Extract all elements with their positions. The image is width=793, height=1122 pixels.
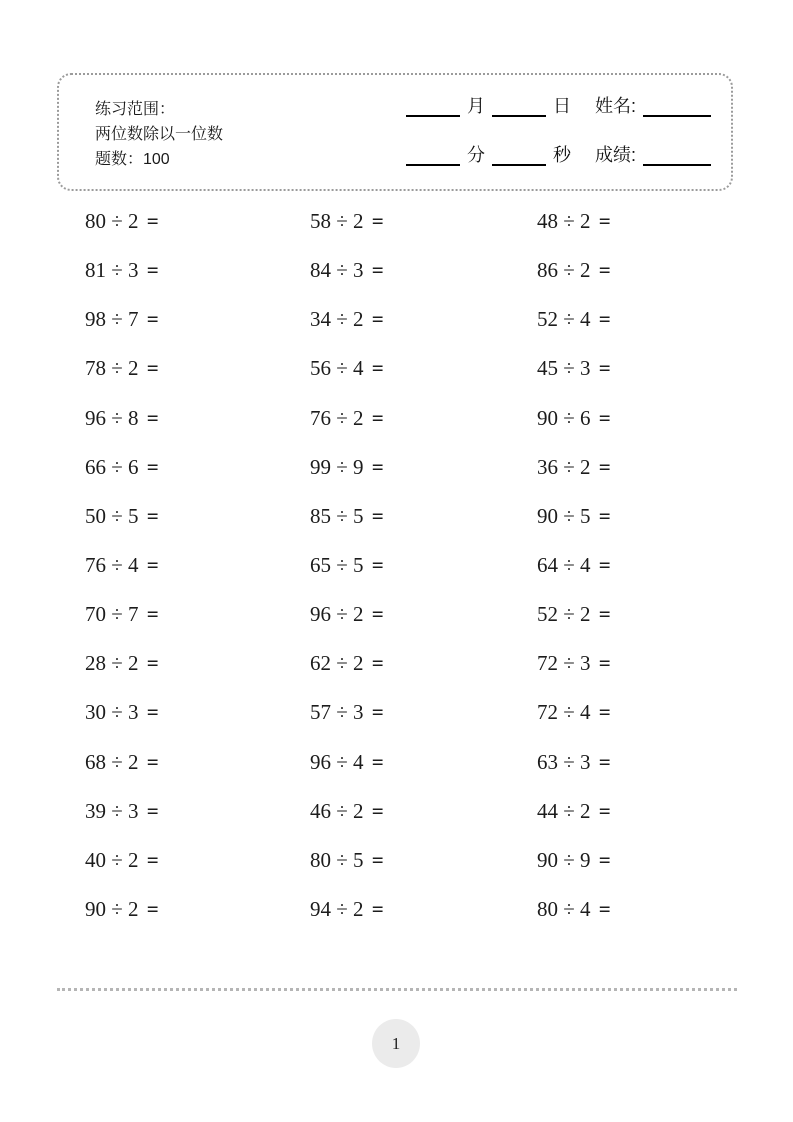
problem-22 (85, 541, 310, 590)
equals-sign: = (598, 700, 611, 725)
score-blank (643, 144, 711, 166)
problem-23 (310, 541, 537, 590)
equals-sign: = (371, 454, 384, 479)
problem-24 (537, 541, 735, 590)
practice-range-label: 练习范围： (95, 101, 176, 118)
equals-sign: = (371, 209, 384, 234)
problem-expression: 68 ÷ 2 (85, 749, 144, 774)
problem-expression: 30 ÷ 3 (85, 700, 144, 725)
equals-sign: = (371, 896, 384, 921)
problem-43 (85, 885, 310, 934)
problem-5 (310, 246, 537, 295)
problem-expression: 99 ÷ 9 (310, 454, 369, 479)
page-number: 1 (391, 1033, 401, 1053)
equals-sign: = (146, 258, 159, 283)
date-name-row (399, 91, 711, 117)
problem-6 (537, 246, 735, 295)
problem-30 (537, 639, 735, 688)
problem-3 (537, 197, 735, 246)
equals-sign: = (598, 798, 611, 823)
equals-sign: = (371, 700, 384, 725)
problem-7 (85, 295, 310, 344)
problem-expression: 56 ÷ 4 (310, 356, 369, 381)
problem-expression: 70 ÷ 7 (85, 602, 144, 627)
equals-sign: = (371, 651, 384, 676)
problem-expression: 45 ÷ 3 (537, 356, 596, 381)
problem-expression: 98 ÷ 7 (85, 307, 144, 332)
equals-sign: = (371, 552, 384, 577)
equals-sign: = (146, 651, 159, 676)
problem-45 (537, 885, 735, 934)
problem-expression: 44 ÷ 2 (537, 798, 596, 823)
problem-28 (85, 639, 310, 688)
minute-label: 分 (467, 145, 485, 165)
problem-34 (85, 737, 310, 786)
problem-expression: 52 ÷ 4 (537, 307, 596, 332)
problem-expression: 65 ÷ 5 (310, 552, 369, 577)
score-label: 成绩: (595, 145, 637, 165)
equals-sign: = (598, 749, 611, 774)
problem-15 (537, 394, 735, 443)
second-label: 秒 (553, 145, 571, 165)
problem-expression: 72 ÷ 3 (537, 651, 596, 676)
problem-41 (310, 836, 537, 885)
problem-expression: 84 ÷ 3 (310, 258, 369, 283)
equals-sign: = (598, 552, 611, 577)
equals-sign: = (598, 651, 611, 676)
problem-expression: 86 ÷ 2 (537, 258, 596, 283)
problem-26 (310, 590, 537, 639)
problem-39 (537, 787, 735, 836)
day-label: 日 (553, 96, 571, 116)
problem-expression: 52 ÷ 2 (537, 602, 596, 627)
problem-1 (85, 197, 310, 246)
problem-expression: 90 ÷ 5 (537, 503, 596, 528)
problem-27 (537, 590, 735, 639)
problem-8 (310, 295, 537, 344)
header-box (57, 73, 733, 191)
equals-sign: = (146, 552, 159, 577)
equals-sign: = (598, 258, 611, 283)
problem-32 (310, 688, 537, 737)
problem-expression: 40 ÷ 2 (85, 847, 144, 872)
equals-sign: = (371, 307, 384, 332)
equals-sign: = (146, 503, 159, 528)
month-blank (406, 95, 460, 117)
equals-sign: = (598, 847, 611, 872)
problem-expression: 46 ÷ 2 (310, 798, 369, 823)
equals-sign: = (146, 749, 159, 774)
time-score-row (399, 140, 711, 166)
equals-sign: = (371, 847, 384, 872)
problem-17 (310, 443, 537, 492)
problem-expression: 63 ÷ 3 (537, 749, 596, 774)
problem-expression: 94 ÷ 2 (310, 896, 369, 921)
problem-40 (85, 836, 310, 885)
problem-expression: 36 ÷ 2 (537, 454, 596, 479)
problem-11 (310, 344, 537, 393)
problem-expression: 57 ÷ 3 (310, 700, 369, 725)
problem-expression: 39 ÷ 3 (85, 798, 144, 823)
practice-range-value: 两位数除以一位数 (95, 126, 224, 143)
problem-expression: 96 ÷ 8 (85, 405, 144, 430)
problem-expression: 80 ÷ 2 (85, 209, 144, 234)
problem-expression: 76 ÷ 2 (310, 405, 369, 430)
month-label: 月 (467, 96, 485, 116)
equals-sign: = (146, 700, 159, 725)
fill-in-area (399, 91, 711, 189)
problem-expression: 90 ÷ 9 (537, 847, 596, 872)
day-blank (492, 95, 546, 117)
problem-18 (537, 443, 735, 492)
problem-2 (310, 197, 537, 246)
problem-31 (85, 688, 310, 737)
problem-expression: 28 ÷ 2 (85, 651, 144, 676)
equals-sign: = (371, 503, 384, 528)
problem-33 (537, 688, 735, 737)
equals-sign: = (146, 798, 159, 823)
problem-expression: 96 ÷ 4 (310, 749, 369, 774)
practice-info (95, 97, 223, 172)
problem-37 (85, 787, 310, 836)
bottom-dotted-line (57, 988, 737, 991)
problem-expression: 85 ÷ 5 (310, 503, 369, 528)
problem-expression: 96 ÷ 2 (310, 602, 369, 627)
equals-sign: = (598, 454, 611, 479)
problem-expression: 48 ÷ 2 (537, 209, 596, 234)
equals-sign: = (598, 307, 611, 332)
problem-expression: 90 ÷ 2 (85, 896, 144, 921)
equals-sign: = (146, 454, 159, 479)
problem-16 (85, 443, 310, 492)
problem-21 (537, 492, 735, 541)
equals-sign: = (146, 405, 159, 430)
equals-sign: = (598, 356, 611, 381)
equals-sign: = (146, 356, 159, 381)
equals-sign: = (371, 798, 384, 823)
equals-sign: = (371, 749, 384, 774)
problem-4 (85, 246, 310, 295)
problem-expression: 80 ÷ 4 (537, 896, 596, 921)
question-count: 题数：100 (95, 151, 170, 168)
problem-19 (85, 492, 310, 541)
problem-expression: 90 ÷ 6 (537, 405, 596, 430)
minute-blank (406, 144, 460, 166)
problem-9 (537, 295, 735, 344)
equals-sign: = (598, 602, 611, 627)
problem-expression: 50 ÷ 5 (85, 503, 144, 528)
page-number-badge (372, 1019, 420, 1068)
problem-expression: 58 ÷ 2 (310, 209, 369, 234)
problem-35 (310, 737, 537, 786)
equals-sign: = (598, 209, 611, 234)
problem-10 (85, 344, 310, 393)
problem-expression: 62 ÷ 2 (310, 651, 369, 676)
problem-expression: 66 ÷ 6 (85, 454, 144, 479)
problem-expression: 76 ÷ 4 (85, 552, 144, 577)
equals-sign: = (598, 896, 611, 921)
equals-sign: = (371, 356, 384, 381)
problem-20 (310, 492, 537, 541)
problem-expression: 80 ÷ 5 (310, 847, 369, 872)
equals-sign: = (371, 602, 384, 627)
equals-sign: = (146, 896, 159, 921)
equals-sign: = (146, 307, 159, 332)
problem-expression: 81 ÷ 3 (85, 258, 144, 283)
equals-sign: = (146, 847, 159, 872)
equals-sign: = (371, 258, 384, 283)
problem-12 (537, 344, 735, 393)
problem-expression: 34 ÷ 2 (310, 307, 369, 332)
problem-44 (310, 885, 537, 934)
problem-36 (537, 737, 735, 786)
second-blank (492, 144, 546, 166)
equals-sign: = (598, 503, 611, 528)
equals-sign: = (146, 209, 159, 234)
problem-14 (310, 394, 537, 443)
problem-expression: 72 ÷ 4 (537, 700, 596, 725)
problems-grid (85, 197, 735, 934)
equals-sign: = (371, 405, 384, 430)
problem-expression: 64 ÷ 4 (537, 552, 596, 577)
name-blank (643, 95, 711, 117)
problem-42 (537, 836, 735, 885)
problem-13 (85, 394, 310, 443)
problem-expression: 78 ÷ 2 (85, 356, 144, 381)
equals-sign: = (598, 405, 611, 430)
problem-25 (85, 590, 310, 639)
equals-sign: = (146, 602, 159, 627)
problem-29 (310, 639, 537, 688)
name-label: 姓名: (595, 96, 637, 116)
problem-38 (310, 787, 537, 836)
